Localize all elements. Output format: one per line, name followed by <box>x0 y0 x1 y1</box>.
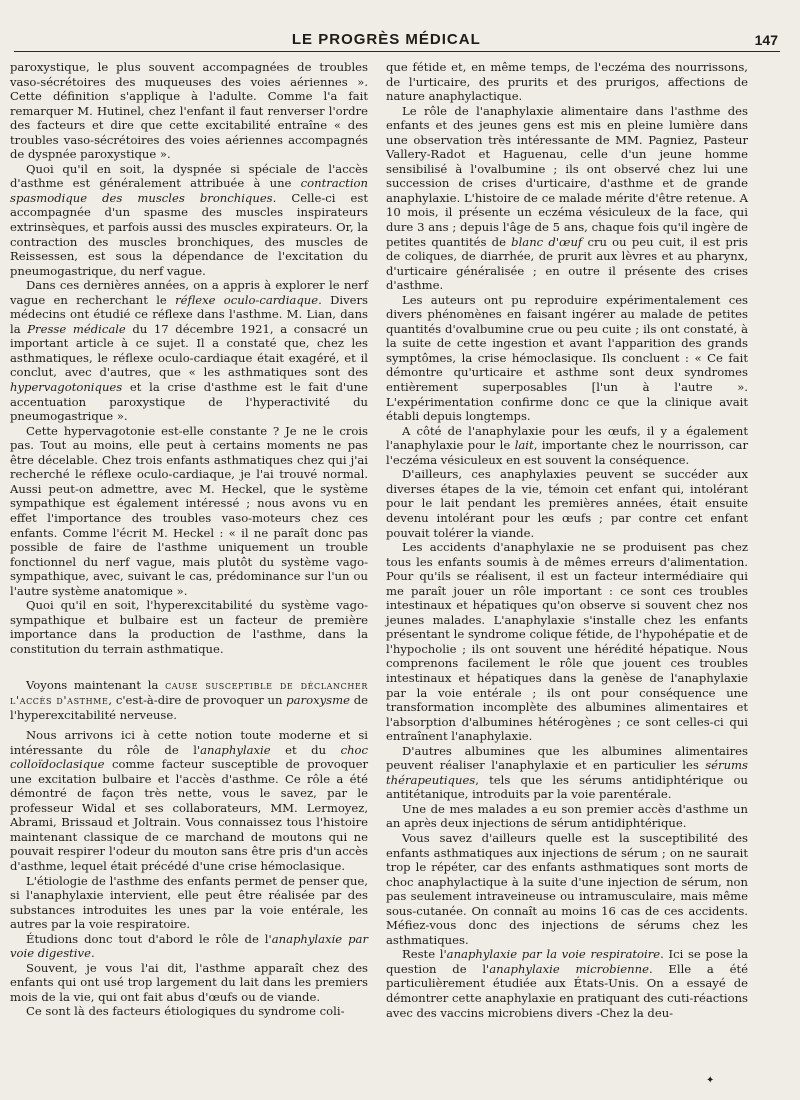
paragraph: Reste l'anaphylaxie par la voie respiratoire. Ici se pose la question de l'anaphylaxie microbienne. Elle a été particulièrement étudiée aux États-Unis. On a essayé de démontrer cette anaphylaxie en pratiquant des cuti-réactions avec des vaccins microbiens divers -Chez la deu- <box>386 947 748 1020</box>
paragraph: A côté de l'anaphylaxie pour les œufs, il y a également l'anaphylaxie pour le lait, importante chez le nourrisson, car l'eczéma vésiculeux en est souvent la conséquence. <box>386 423 749 467</box>
paragraph: Les auteurs ont pu reproduire expérimentalement ces divers phénomènes en faisant ingérer au malade de petites quantités d'ovalbumine crue ou peu cuite ; ils ont constaté, à la suite de cette ingestion et avant l'apparition des grands symptômes, la crise hémoclasique. Ils concluent : « Ce fait démontre qu'urticaire et asthme sont deux syndromes entièrement superposables [l'un à l'autre ». L'expérimentation confirme donc ce que la clinique avait établi depuis longtemps. <box>386 292 748 424</box>
italic-term: hypervagotoniques <box>10 380 123 395</box>
italic-term: réflexe oculo-cardiaque <box>175 292 319 307</box>
paragraph: Une de mes malades a eu son premier accès d'asthme un an après deux injections de sérum antidiphtérique. <box>386 801 748 831</box>
right-column <box>386 60 748 1020</box>
italic-term: lait <box>514 438 534 453</box>
printer-mark-icon: ✦ <box>706 1075 715 1086</box>
left-column <box>10 60 368 1019</box>
paragraph: Cette hypervagotonie est-elle constante ? Je ne le crois pas. Tout au moins, elle peut à certains moments ne pas être décelable. Chez trois enfants asthmatiques chez qui j'ai recherché le réflexe oculo-cardiaque, je l'ai trouvé normal. Aussi peut-on admettre, avec M. Heckel, que le système sympathique est également intéressé ; nous avons vu en effet l'importance des troubles vaso-moteurs chez ces enfants. Comme l'écrit M. Heckel : « il ne paraît donc pas possible de faire de l'asthme uniquement un trouble fonctionnel du nerf vague, mais plutôt du système vago-sympathique, avec, suivant le cas, prédominance sur l'un ou l'autre système anatomique ». <box>10 423 368 598</box>
smallcaps-heading: cause susceptible de déclancher l'accès d'asthme <box>10 678 368 707</box>
paragraph: Dans ces dernières années, on a appris à explorer le nerf vague en recherchant le réflexe oculo-cardiaque. Divers médecins ont étudié ce réflexe dans l'asthme. M. Lian, dans la Presse médicale du 17 décembre 1921, a consacré un important article à ce sujet. Il a constaté que, chez les asthmatiques, le réflexe oculo-cardiaque était exagéré, et il conclut, avec d'autres, que « les asthmatiques sont des hypervagotoniques et la crise d'asthme est le fait d'une accentuation paroxystique de l'hyperactivité du pneumogastrique ». <box>10 278 368 424</box>
italic-term: sérums thérapeutiques <box>386 758 748 787</box>
italic-term: Presse médicale <box>27 321 126 336</box>
paragraph: Les accidents d'anaphylaxie ne se produisent pas chez tous les enfants soumis à de mêmes erreurs d'alimentation. Pour qu'ils se réalisent, il est un facteur intermédiaire qui me paraît jouer un rôle important : ce sont ces troubles intestinaux et hépatiques qu'on observe si souvent chez nos jeunes malades. L'anaphylaxie s'installe chez les enfants présentant le syndrome colique fétide, de l'hypohépatie et de l'hypocholie ; ils ont souvent une hérédité hépatique. Nous comprenons facilement le rôle que jouent ces troubles intestinaux et hépatiques dans la genèse de l'anaphylaxie par la voie entérale ; ils ont pour conséquence une transformation incomplète des albumines alimentaires et l'absorption d'albumines hétérogènes ; ce sont celles-ci qui entraînent l'anaphylaxie. <box>386 540 748 744</box>
paragraph: Étudions donc tout d'abord le rôle de l'anaphylaxie par voie digestive. <box>10 931 368 961</box>
paragraph: Nous arrivons ici à cette notion toute moderne et si intéressante du rôle de l'anaphylaxie et du choc colloïdoclasique comme facteur susceptible de provoquer une excitation bulbaire et l'accès d'asthme. Ce rôle a été démontré de façon très nette, vous le savez, par le professeur Widal et ses collaborateurs, MM. Lermoyez, Abrami, Brissaud et Joltrain. Vous connaissez tous l'histoire maintenant classique de ce marchand de moutons qui ne pouvait respirer l'odeur du mouton sans être pris d'un accès d'asthme, lequel était précédé d'une crise hémoclasique. <box>10 728 369 873</box>
paragraph: D'ailleurs, ces anaphylaxies peuvent se succéder aux diverses étapes de la vie, témoin cet enfant qui, intolérant pour le lait pendant les premières années, était ensuite devenu intolérant pour les œufs ; par contre cet enfant pouvait tolérer la viande. <box>386 467 748 540</box>
italic-term: blanc d'œuf <box>511 234 583 249</box>
italic-term: contraction spasmodique des muscles bronchiques <box>10 176 368 205</box>
paragraph: Quoi qu'il en soit, la dyspnée si spéciale de l'accès d'asthme est généralement attribuée à une contraction spasmodique des muscles bronchiques. Celle-ci est accompagnée d'un spasme des muscles inspirateurs extrinsèques, et parfois aussi des muscles expirateurs. Or, la contraction des muscles bronchiques, des muscles de Reissessen, est sous la dépendance de l'excitation du pneumogastrique, du nerf vague. <box>10 161 369 278</box>
paragraph: que fétide et, en même temps, de l'eczéma des nourrissons, de l'urticaire, des prurits et des prurigos, affections de nature anaphylactique. <box>386 60 748 104</box>
journal-title: LE PROGRÈS MÉDICAL <box>291 31 481 48</box>
italic-term: anaphylaxie microbienne <box>489 961 649 976</box>
italic-term: anaphylaxie par voie digestive <box>10 931 368 961</box>
paragraph: L'étiologie de l'asthme des enfants permet de penser que, si l'anaphylaxie intervient, elle peut être réalisée par des substances introduites les unes par la voie entérale, les autres par la voie respiratoire. <box>10 873 368 932</box>
header-rule <box>14 51 780 52</box>
italic-term: anaphylaxie <box>200 742 271 757</box>
page-header <box>18 28 778 48</box>
italic-term: paroxysme <box>286 692 350 707</box>
paragraph: Ce sont là des facteurs étiologiques du syndrome coli- <box>26 1004 345 1019</box>
italic-term: choc colloïdoclasique <box>10 742 369 772</box>
italic-term: anaphylaxie par la voie respiratoire <box>446 947 661 962</box>
paragraph: D'autres albumines que les albumines alimentaires peuvent réaliser l'anaphylaxie et en particulier les sérums thérapeutiques, tels que les sérums antidiphtérique ou antitétanique, introduits par la voie parentérale. <box>386 743 748 802</box>
paragraph: Vous savez d'ailleurs quelle est la susceptibilité des enfants asthmatiques aux injections de sérum ; on ne saurait trop le répéter, car des enfants asthmatiques sont morts de choc anaphylactique à la suite d'une injection de sérum, non pas seulement intraveineuse ou intramusculaire, mais même sous-cutanée. On connaît au moins 16 cas de ces accidents. Méfiez-vous donc des injections de sérums chez les asthmatiques. <box>386 830 748 947</box>
paragraph: Quoi qu'il en soit, l'hyperexcitabilité du système vago-sympathique et bulbaire est un facteur de première importance dans la production de l'asthme, dans la constitution du terrain asthmatique. <box>10 598 368 656</box>
paragraph: paroxystique, le plus souvent accompagnées de troubles vaso-sécrétoires des muqueuses des voies aériennes ». Cette définition s'applique à l'adulte. Comme l'a fait remarquer M. Hutinel, chez l'enfant il faut renverser l'ordre des facteurs et dire que cette excitabilité entraîne « des troubles vaso-sécrétoires des voies aériennes accompagnés de dyspnée paroxystique ». <box>10 60 368 162</box>
paragraph: Souvent, je vous l'ai dit, l'asthme apparaît chez des enfants qui ont usé trop largement du lait dans les premiers mois de la vie, qui ont fait abus d'œufs ou de viande. <box>10 960 368 1004</box>
paragraph: Le rôle de l'anaphylaxie alimentaire dans l'asthme des enfants et des jeunes gens est mis en pleine lumière dans une observation très intéressante de MM. Pagniez, Pasteur Vallery-Radot et Haguenau, celle d'un jeune homme sensibilisé à l'ovalbumine ; ils ont observé chez lui une succession de crises d'urticaire, d'asthme et de grande anaphylaxie. L'histoire de ce malade mérite d'être retenue. A 10 mois, il présente un eczéma vésiculeux de la face, qui dure 3 ans ; depuis l'âge de 5 ans, chaque fois qu'il ingère de petites quantités de blanc d'œuf cru ou peu cuit, il est pris de coliques, de diarrhée, de prurit aux lèvres et au pharynx, d'urticaire généralisée ; en outre il présente des crises d'asthme. <box>386 103 748 293</box>
paragraph: Voyons maintenant la cause susceptible de déclancher l'accès d'asthme, c'est-à-dire de provoquer un paroxysme de l'hyperexcitabilité nerveuse. <box>10 678 368 722</box>
page-number: 147 <box>754 32 778 48</box>
